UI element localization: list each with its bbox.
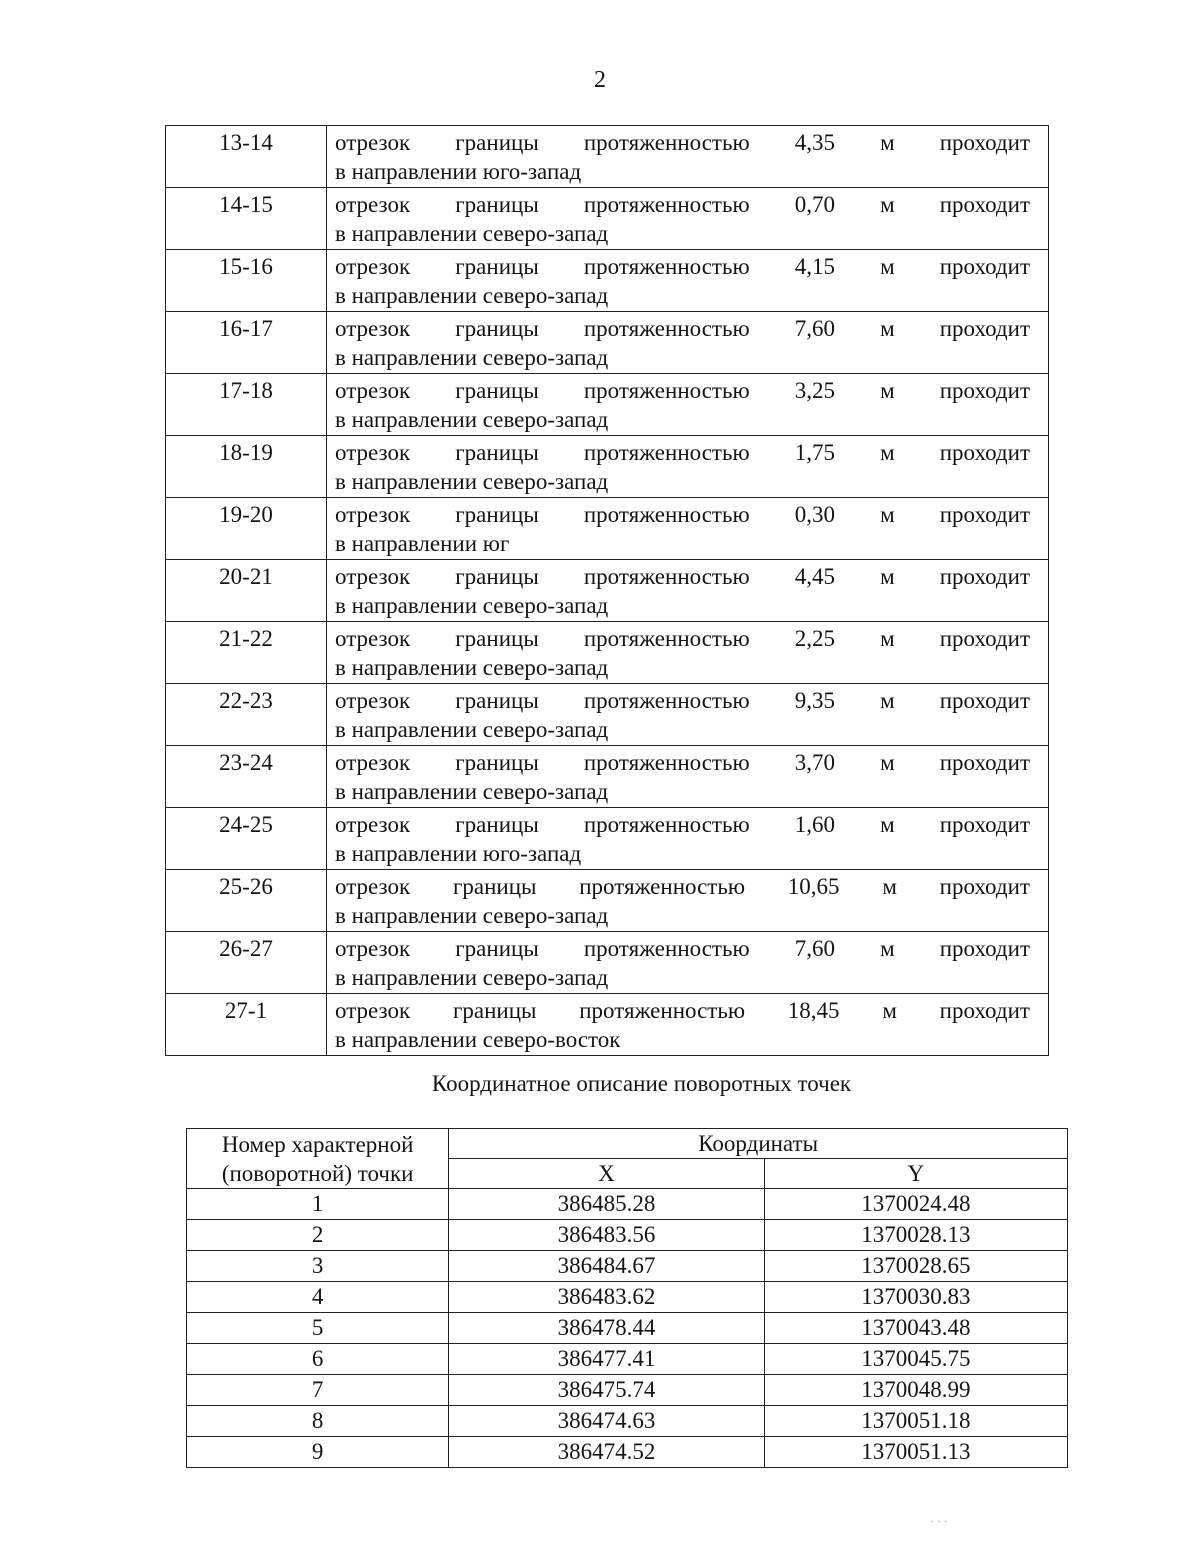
segment-word3: протяженностью: [583, 936, 750, 961]
x-coordinate-cell: 386474.52: [449, 1437, 764, 1468]
segment-word2: границы: [455, 688, 539, 713]
segment-length: 18,45: [787, 998, 840, 1023]
segment-verb: проходит: [939, 378, 1030, 403]
segment-length: 3,25: [794, 378, 835, 403]
segment-description: [327, 250, 1049, 312]
y-coordinate-cell: 1370024.48: [764, 1189, 1067, 1220]
segment-word3: протяженностью: [579, 874, 746, 899]
segment-length: 1,75: [794, 440, 835, 465]
segment-direction: в направлении северо-запад: [335, 469, 609, 494]
scan-mark: ` ` `: [930, 1518, 948, 1532]
segment-description-line1: [335, 996, 1030, 1025]
segment-length: 9,35: [794, 688, 835, 713]
segment-row: [166, 250, 1049, 312]
segment-description: [327, 436, 1049, 498]
segment-word1: отрезок: [335, 936, 411, 961]
x-coordinate-cell: 386475.74: [449, 1375, 764, 1406]
segment-word1: отрезок: [335, 688, 411, 713]
point-number-cell: 5: [187, 1313, 449, 1344]
segment-points: 25-26: [166, 870, 327, 932]
segment-word1: отрезок: [335, 440, 411, 465]
coordinate-row: [187, 1189, 1068, 1220]
segment-word2: границы: [455, 254, 539, 279]
segment-word3: протяженностью: [583, 316, 750, 341]
segment-description: [327, 560, 1049, 622]
segment-description: [327, 808, 1049, 870]
coordinates-table: [186, 1128, 1068, 1468]
segment-word1: отрезок: [335, 378, 411, 403]
segment-direction: в направлении юг: [335, 531, 510, 556]
x-coordinate-cell: 386478.44: [449, 1313, 764, 1344]
segment-unit: м: [880, 378, 895, 403]
coordinates-body: [187, 1189, 1068, 1468]
point-number-header-line1: Номер характерной: [221, 1131, 414, 1157]
segment-description-line1: [335, 438, 1030, 467]
segment-direction: в направлении юго-запад: [335, 841, 582, 866]
segment-description-line1: [335, 562, 1030, 591]
segment-word2: границы: [455, 440, 539, 465]
segment-word1: отрезок: [335, 502, 411, 527]
x-coordinate-cell: 386483.62: [449, 1282, 764, 1313]
y-coordinate-cell: 1370051.13: [764, 1437, 1067, 1468]
segment-points: 14-15: [166, 188, 327, 250]
segment-row: [166, 932, 1049, 994]
segment-verb: проходит: [939, 502, 1030, 527]
segment-points: 21-22: [166, 622, 327, 684]
segment-word3: протяженностью: [583, 378, 750, 403]
segment-unit: м: [880, 316, 895, 341]
segment-direction: в направлении северо-запад: [335, 283, 609, 308]
segment-length: 0,30: [794, 502, 835, 527]
segment-description-line1: [335, 872, 1030, 901]
coordinate-row: [187, 1406, 1068, 1437]
segment-description-line1: [335, 934, 1030, 963]
coordinate-row: [187, 1344, 1068, 1375]
segment-word3: протяженностью: [583, 254, 750, 279]
segment-unit: м: [880, 564, 895, 589]
segment-length: 4,15: [794, 254, 835, 279]
segment-row: [166, 684, 1049, 746]
segment-description: [327, 994, 1049, 1056]
segment-unit: м: [880, 254, 895, 279]
segment-description: [327, 870, 1049, 932]
segment-verb: проходит: [939, 440, 1030, 465]
segment-points: 19-20: [166, 498, 327, 560]
y-coordinate-cell: 1370030.83: [764, 1282, 1067, 1313]
segment-points: 13-14: [166, 126, 327, 188]
segment-description-line1: [335, 500, 1030, 529]
segment-description-line1: [335, 252, 1030, 281]
point-number-cell: 6: [187, 1344, 449, 1375]
coordinate-row: [187, 1220, 1068, 1251]
segment-word1: отрезок: [335, 316, 411, 341]
segment-unit: м: [882, 998, 897, 1023]
segment-description: [327, 684, 1049, 746]
segment-word3: протяженностью: [583, 688, 750, 713]
segment-direction: в направлении северо-восток: [335, 1027, 621, 1052]
segment-word1: отрезок: [335, 254, 411, 279]
segment-unit: м: [880, 812, 895, 837]
segment-word3: протяженностью: [583, 130, 750, 155]
segment-word2: границы: [455, 750, 539, 775]
segment-verb: проходит: [939, 192, 1030, 217]
segment-verb: проходит: [939, 626, 1030, 651]
point-number-header: [187, 1129, 449, 1189]
y-coordinate-cell: 1370043.48: [764, 1313, 1067, 1344]
segment-direction: в направлении северо-запад: [335, 345, 609, 370]
segment-verb: проходит: [939, 316, 1030, 341]
segment-description-line1: [335, 190, 1030, 219]
segment-word1: отрезок: [335, 130, 411, 155]
segment-description: [327, 932, 1049, 994]
segment-row: [166, 870, 1049, 932]
segment-word1: отрезок: [335, 998, 411, 1023]
y-coordinate-cell: 1370045.75: [764, 1344, 1067, 1375]
segment-word3: протяженностью: [583, 502, 750, 527]
segment-length: 0,70: [794, 192, 835, 217]
segment-length: 3,70: [794, 750, 835, 775]
point-number-cell: 4: [187, 1282, 449, 1313]
segment-word3: протяженностью: [579, 998, 746, 1023]
segment-word2: границы: [452, 998, 537, 1023]
segment-description-line1: [335, 376, 1030, 405]
segment-points: 16-17: [166, 312, 327, 374]
segment-word2: границы: [452, 874, 537, 899]
x-coordinate-cell: 386484.67: [449, 1251, 764, 1282]
segment-word2: границы: [455, 192, 539, 217]
segment-unit: м: [880, 688, 895, 713]
segment-verb: проходит: [939, 936, 1030, 961]
segment-word3: протяженностью: [583, 812, 750, 837]
segment-word2: границы: [455, 936, 539, 961]
segment-length: 4,45: [794, 564, 835, 589]
segment-length: 10,65: [787, 874, 840, 899]
segment-verb: проходит: [939, 750, 1030, 775]
coordinates-header: Координаты: [449, 1129, 1068, 1159]
segment-description-line1: [335, 624, 1030, 653]
segment-word2: границы: [455, 564, 539, 589]
segment-points: 22-23: [166, 684, 327, 746]
coordinate-row: [187, 1251, 1068, 1282]
point-number-cell: 3: [187, 1251, 449, 1282]
segment-points: 15-16: [166, 250, 327, 312]
segment-row: [166, 126, 1049, 188]
segment-word2: границы: [455, 378, 539, 403]
segment-description-line1: [335, 686, 1030, 715]
segment-direction: в направлении северо-запад: [335, 221, 609, 246]
segment-description-line1: [335, 314, 1030, 343]
segment-description: [327, 746, 1049, 808]
segment-unit: м: [880, 192, 895, 217]
y-coordinate-cell: 1370048.99: [764, 1375, 1067, 1406]
segment-length: 7,60: [794, 316, 835, 341]
segment-word1: отрезок: [335, 192, 411, 217]
segment-description: [327, 188, 1049, 250]
y-coordinate-cell: 1370028.65: [764, 1251, 1067, 1282]
point-number-header-line2: (поворотной) точки: [221, 1160, 414, 1186]
segment-word3: протяженностью: [583, 750, 750, 775]
point-number-cell: 7: [187, 1375, 449, 1406]
coordinate-row: [187, 1437, 1068, 1468]
segment-row: [166, 374, 1049, 436]
segment-row: [166, 436, 1049, 498]
segment-row: [166, 746, 1049, 808]
segment-direction: в направлении северо-запад: [335, 903, 609, 928]
segment-description: [327, 622, 1049, 684]
segment-length: 4,35: [794, 130, 835, 155]
segment-row: [166, 560, 1049, 622]
segment-row: [166, 808, 1049, 870]
segment-word1: отрезок: [335, 750, 411, 775]
point-number-cell: 1: [187, 1189, 449, 1220]
segment-row: [166, 994, 1049, 1056]
segment-word2: границы: [455, 812, 539, 837]
segment-points: 27-1: [166, 994, 327, 1056]
segment-row: [166, 312, 1049, 374]
segment-direction: в направлении юго-запад: [335, 159, 582, 184]
segment-unit: м: [880, 440, 895, 465]
segment-word1: отрезок: [335, 874, 411, 899]
x-coordinate-cell: 386477.41: [449, 1344, 764, 1375]
y-coordinate-cell: 1370028.13: [764, 1220, 1067, 1251]
segment-direction: в направлении северо-запад: [335, 717, 609, 742]
segment-description-line1: [335, 748, 1030, 777]
y-header: Y: [764, 1159, 1067, 1189]
x-coordinate-cell: 386485.28: [449, 1189, 764, 1220]
segment-word1: отрезок: [335, 812, 411, 837]
segment-verb: проходит: [939, 874, 1030, 899]
segment-description: [327, 374, 1049, 436]
segment-description: [327, 498, 1049, 560]
page-number: 2: [594, 67, 606, 93]
segment-word1: отрезок: [335, 626, 411, 651]
segment-word3: протяженностью: [583, 440, 750, 465]
segment-direction: в направлении северо-запад: [335, 593, 609, 618]
coordinates-heading: Координатное описание поворотных точек: [431, 1071, 852, 1096]
segment-verb: проходит: [939, 254, 1030, 279]
segment-points: 23-24: [166, 746, 327, 808]
segment-unit: м: [880, 936, 895, 961]
segment-verb: проходит: [939, 812, 1030, 837]
point-number-cell: 9: [187, 1437, 449, 1468]
coordinate-row: [187, 1313, 1068, 1344]
segment-row: [166, 498, 1049, 560]
segment-row: [166, 188, 1049, 250]
segment-description-line1: [335, 810, 1030, 839]
segment-direction: в направлении северо-запад: [335, 407, 609, 432]
segment-verb: проходит: [939, 130, 1030, 155]
x-coordinate-cell: 386474.63: [449, 1406, 764, 1437]
coordinate-row: [187, 1375, 1068, 1406]
segment-unit: м: [880, 750, 895, 775]
segment-verb: проходит: [939, 998, 1030, 1023]
x-coordinate-cell: 386483.56: [449, 1220, 764, 1251]
segment-points: 26-27: [166, 932, 327, 994]
segment-word2: границы: [455, 626, 539, 651]
segment-row: [166, 622, 1049, 684]
segment-length: 1,60: [794, 812, 835, 837]
segment-points: 20-21: [166, 560, 327, 622]
segment-word2: границы: [455, 502, 539, 527]
segment-word3: протяженностью: [583, 564, 750, 589]
segment-word3: протяженностью: [583, 192, 750, 217]
segment-word3: протяженностью: [583, 626, 750, 651]
point-number-cell: 8: [187, 1406, 449, 1437]
segment-direction: в направлении северо-запад: [335, 655, 609, 680]
segment-unit: м: [880, 130, 895, 155]
segment-points: 17-18: [166, 374, 327, 436]
segment-verb: проходит: [939, 688, 1030, 713]
y-coordinate-cell: 1370051.18: [764, 1406, 1067, 1437]
coordinate-row: [187, 1282, 1068, 1313]
x-header: X: [449, 1159, 764, 1189]
segment-word1: отрезок: [335, 564, 411, 589]
boundary-segments-body: [166, 126, 1049, 1056]
segment-points: 24-25: [166, 808, 327, 870]
segment-direction: в направлении северо-запад: [335, 779, 609, 804]
boundary-segments-table: [165, 125, 1049, 1056]
segment-unit: м: [882, 874, 897, 899]
point-number-cell: 2: [187, 1220, 449, 1251]
segment-description: [327, 126, 1049, 188]
segment-word2: границы: [455, 130, 539, 155]
segment-length: 2,25: [794, 626, 835, 651]
segment-direction: в направлении северо-запад: [335, 965, 609, 990]
segment-length: 7,60: [794, 936, 835, 961]
segment-points: 18-19: [166, 436, 327, 498]
segment-unit: м: [880, 502, 895, 527]
segment-description-line1: [335, 128, 1030, 157]
segment-unit: м: [880, 626, 895, 651]
segment-verb: проходит: [939, 564, 1030, 589]
segment-description: [327, 312, 1049, 374]
segment-word2: границы: [455, 316, 539, 341]
